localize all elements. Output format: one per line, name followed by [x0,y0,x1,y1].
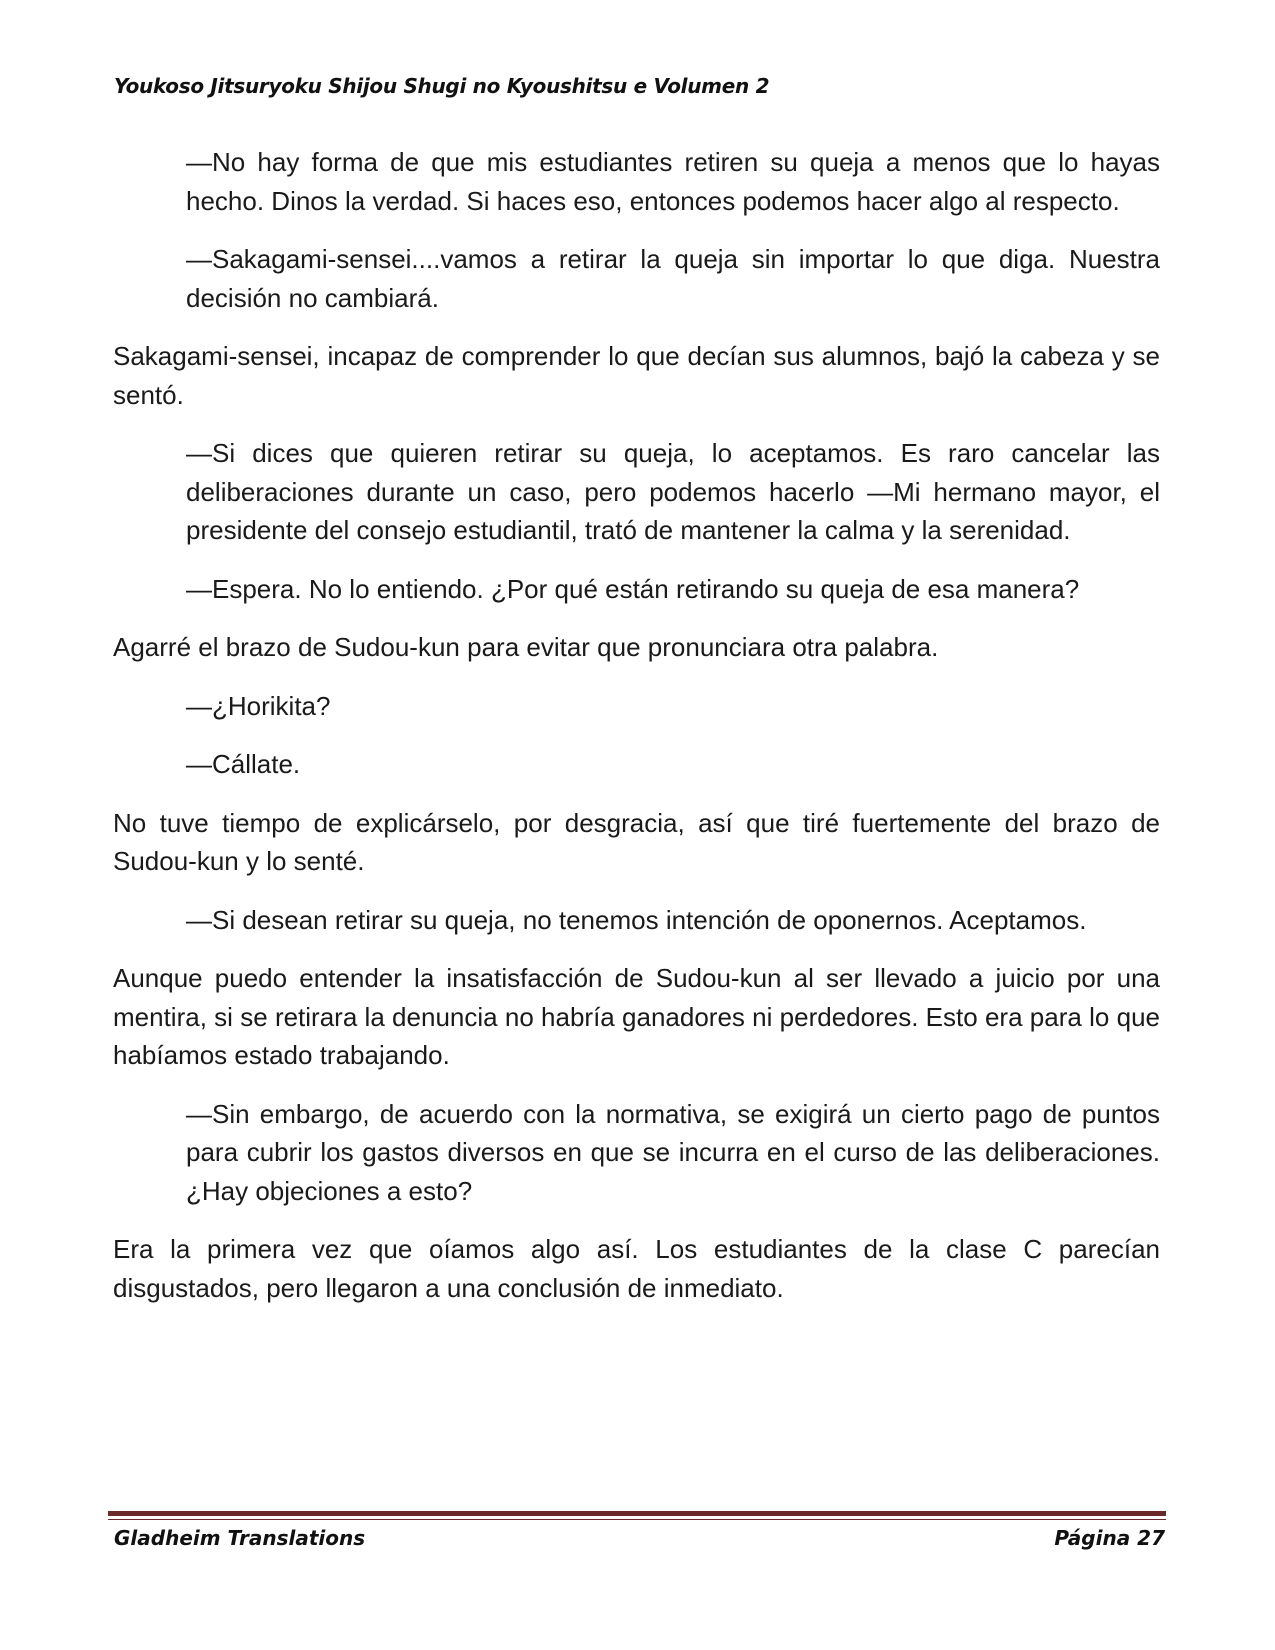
footer-publisher: Gladheim Translations [114,1526,366,1550]
dialog-paragraph: —Sin embargo, de acuerdo con la normativa, se exigirá un cierto pago de puntos para cubrir los gastos diversos en que se incurra en el curso de las deliberaciones. ¿Hay objeciones a esto? [186,1098,1160,1206]
narration-paragraph: Era la primera vez que oíamos algo así. Los estudiantes de la clase C parecían disgustados, pero llegaron a una conclusión de inmediato. [113,1234,1160,1303]
footer-divider-thick [108,1511,1166,1516]
dialog-paragraph: —Si dices que quieren retirar su queja, lo aceptamos. Es raro cancelar las deliberaciones durante un caso, pero podemos hacerlo —Mi hermano mayor, el presidente del consejo estudiantil, trató de mantener la calma y la serenidad. [186,438,1160,545]
footer-page-number: Página 27 [1054,1526,1165,1550]
dialog-paragraph: —¿Horikita? [186,690,331,721]
page-header-title: Youkoso Jitsuryoku Shijou Shugi no Kyoushitsu e Volumen 2 [114,74,770,98]
dialog-paragraph: —No hay forma de que mis estudiantes retiren su queja a menos que lo hayas hecho. Dinos la verdad. Si haces eso, entonces podemos hacer algo al respecto. [186,147,1160,216]
narration-paragraph: Agarré el brazo de Sudou-kun para evitar que pronunciara otra palabra. [113,632,939,662]
narration-paragraph: No tuve tiempo de explicárselo, por desgracia, así que tiré fuertemente del brazo de Sudou-kun y lo senté. [113,807,1160,876]
dialog-paragraph: —Cállate. [186,749,301,779]
narration-paragraph: Sakagami-sensei, incapaz de comprender lo que decían sus alumnos, bajó la cabeza y se sentó. [113,341,1160,410]
dialog-paragraph: —Sakagami-sensei....vamos a retirar la queja sin importar lo que diga. Nuestra decisión no cambiará. [186,244,1160,313]
footer-divider-thin [108,1519,1166,1520]
dialog-paragraph: —Si desean retirar su queja, no tenemos intención de oponernos. Aceptamos. [186,904,1087,935]
dialog-paragraph: —Espera. No lo entiendo. ¿Por qué están retirando su queja de esa manera? [186,573,1080,604]
narration-paragraph: Aunque puedo entender la insatisfacción de Sudou-kun al ser llevado a juicio por una mentira, si se retirara la denuncia no habría ganadores ni perdedores. Esto era para lo que habíamos estado trabajando. [113,963,1160,1070]
body-text [113,143,1160,1327]
